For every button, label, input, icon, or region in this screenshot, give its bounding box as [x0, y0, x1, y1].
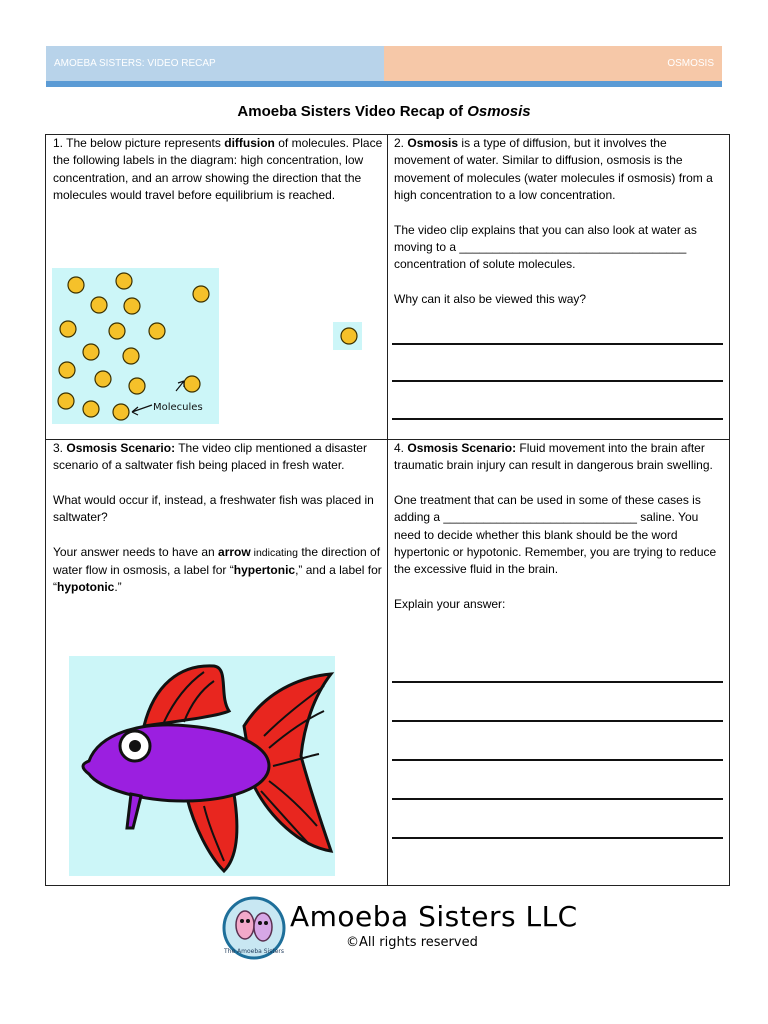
q3-bold-c2: hypertonic: [233, 563, 296, 578]
arrow-icon: [176, 381, 184, 391]
molecule: [109, 323, 125, 339]
q3-text-c4: .”: [114, 580, 122, 595]
header-right-label: OSMOSIS: [384, 46, 722, 81]
molecule: [113, 404, 129, 420]
q1-bold-a: diffusion: [224, 136, 275, 150]
q4-text-b: One treatment that can be used in some of these cases is adding a _____________________________ saline. You need to decide whether this blank should be the word hypertonic or hypotonic. Remember, you are trying to reduce the excessive fluid in the brain.: [394, 492, 717, 577]
amoeba-sisters-badge-icon: [220, 895, 290, 961]
q1-number: 1.: [53, 136, 64, 150]
fish-pupil: [129, 740, 141, 752]
question-4: [394, 440, 724, 613]
header-banner: [46, 46, 722, 81]
q3-bold-a: Osmosis Scenario:: [66, 441, 176, 455]
q4-answer-line-5[interactable]: [392, 837, 723, 839]
diffusion-single-molecule-box: [333, 322, 362, 350]
q3-small-c: indicating: [250, 546, 298, 559]
question-1: [53, 135, 383, 205]
molecule: [83, 344, 99, 360]
q4-bold-a: Osmosis Scenario:: [407, 441, 517, 455]
q4-answer-line-2[interactable]: [392, 720, 723, 722]
molecule: [58, 393, 74, 409]
badge-text: The Amoeba Sisters: [223, 948, 285, 955]
molecule: [149, 323, 165, 339]
page-title: [0, 103, 768, 120]
fish-pelvic-fin: [127, 794, 141, 828]
q2-text-b: The video clip explains that you can also look at water as moving to a __________________________________ concentration of solute molecules.: [394, 222, 697, 272]
molecule: [124, 298, 140, 314]
diffusion-molecules-svg: [52, 268, 219, 424]
molecule: [184, 376, 200, 392]
q3-bold-c3: hypotonic: [57, 580, 115, 595]
molecule: [129, 378, 145, 394]
arrow-icon: [132, 405, 152, 415]
q2-number: 2.: [394, 136, 405, 150]
fish-icon: [69, 656, 335, 876]
q4-text-c: Explain your answer:: [394, 596, 506, 611]
question-3: [53, 440, 383, 597]
q4-answer-line-3[interactable]: [392, 759, 723, 761]
q2-answer-line-2[interactable]: [392, 380, 723, 382]
q3-text-c1: Your answer needs to have an: [53, 544, 219, 559]
q2-answer-line-3[interactable]: [392, 418, 723, 420]
title-prefix: Amoeba Sisters Video Recap of: [237, 103, 468, 120]
header-left-label: AMOEBA SISTERS: VIDEO RECAP: [46, 46, 384, 81]
fish-illustration: [69, 656, 335, 876]
q3-text-c2: the direction of water flow in osmosis, a label for “: [53, 544, 381, 578]
grid-divider-vertical: [387, 135, 388, 885]
molecule: [83, 401, 99, 417]
molecule: [91, 297, 107, 313]
fish-body: [83, 725, 269, 801]
molecule: [116, 273, 132, 289]
molecules-label: Molecules: [153, 402, 203, 413]
q1-text-b: of molecules. Place the following labels in the diagram: high concentration, low concentration, and an arrow showing the direction that the molecules would travel before equilibrium is reached.: [53, 136, 383, 203]
molecule: [59, 362, 75, 378]
molecule: [95, 371, 111, 387]
q4-number: 4.: [394, 441, 405, 455]
molecule: [193, 286, 209, 302]
q3-bold-c1: arrow: [218, 544, 251, 559]
molecule: [123, 348, 139, 364]
molecule: [341, 328, 357, 344]
question-2: [394, 135, 724, 308]
q3-text-c3: ,” and a label for “: [53, 563, 382, 595]
q2-text-a: is a type of diffusion, but it involves the movement of water. Similar to diffusion, osmosis is the movement of molecules (water molecules if osmosis) from a high concentration to a low concentration.: [394, 136, 713, 203]
q2-answer-line-1[interactable]: [392, 343, 723, 345]
header-accent-bar: [46, 81, 722, 87]
diffusion-diagram: [52, 268, 219, 424]
molecule: [68, 277, 84, 293]
q4-text-a: Fluid movement into the brain after traumatic brain injury can result in dangerous brain swelling.: [394, 441, 713, 473]
q3-text-b: What would occur if, instead, a freshwater fish was placed in saltwater?: [53, 492, 374, 525]
title-topic: Osmosis: [467, 103, 531, 120]
q1-text-a: The below picture represents: [66, 136, 225, 150]
q4-answer-line-1[interactable]: [392, 681, 723, 683]
company-name: Amoeba Sisters LLC: [290, 900, 578, 933]
copyright-text: ©All rights reserved: [346, 935, 478, 950]
molecule: [60, 321, 76, 337]
q3-text-a: The video clip mentioned a disaster scenario of a saltwater fish being placed in fresh water.: [53, 441, 367, 473]
q3-number: 3.: [53, 441, 64, 455]
q4-answer-line-4[interactable]: [392, 798, 723, 800]
q2-text-c: Why can it also be viewed this way?: [394, 291, 587, 306]
q2-bold-a: Osmosis: [407, 136, 459, 150]
